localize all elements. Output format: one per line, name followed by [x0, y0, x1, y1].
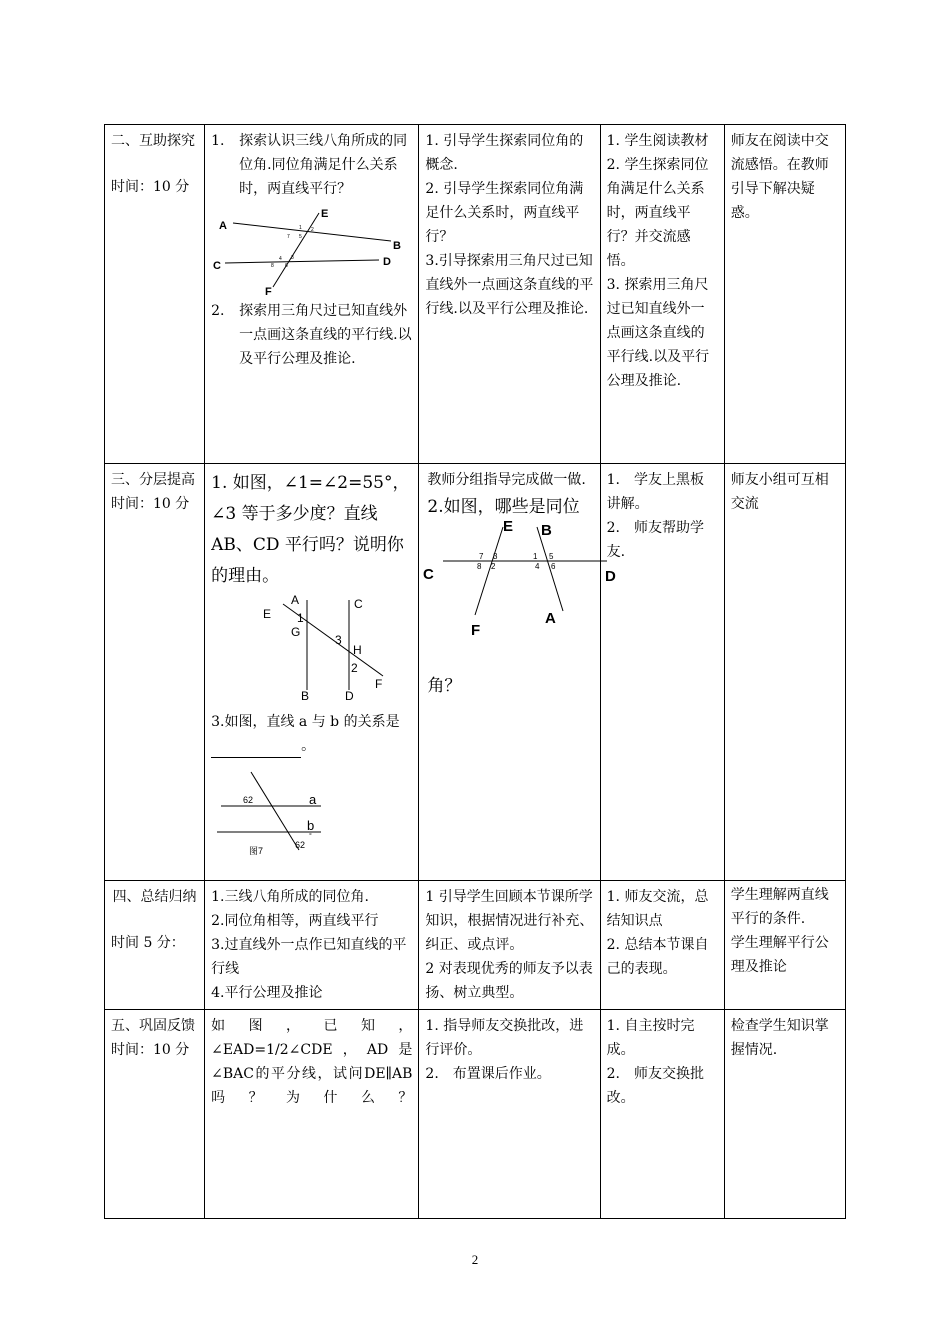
- question-2-figure: [421, 518, 621, 643]
- svg-text:A: A: [291, 593, 300, 607]
- svg-text:5: 5: [299, 234, 302, 240]
- svg-text:A: A: [545, 610, 557, 627]
- svg-text:2: 2: [491, 562, 496, 571]
- parallel-lines-figure: [211, 207, 411, 297]
- svg-text:7: 7: [287, 234, 290, 240]
- svg-text:1: 1: [297, 611, 304, 625]
- svg-text:4: 4: [535, 562, 540, 571]
- svg-text:B: B: [541, 522, 553, 539]
- svg-text:8: 8: [271, 263, 274, 269]
- question-1: 1. 如图，∠1=∠2=55°，∠3 等于多少度？直线 AB、CD 平行吗？说明你的理由。: [211, 473, 410, 586]
- stage-title: 四、总结归纳: [112, 889, 197, 905]
- svg-text:E: E: [503, 518, 514, 535]
- svg-text:3: 3: [291, 255, 294, 261]
- svg-text:8: 8: [477, 562, 482, 571]
- svg-text:C: C: [423, 566, 435, 583]
- svg-text:F: F: [471, 622, 481, 639]
- svg-text:°: °: [309, 833, 312, 840]
- svg-text:6: 6: [285, 263, 288, 269]
- stage-title: 三、分层提高: [111, 472, 195, 488]
- stage-cell: [105, 881, 205, 1010]
- svg-text:7: 7: [479, 552, 484, 561]
- teacher-cell: 教师分组指导完成做一做. 2.如图，哪些是同位 E B C D F A 7 3 8 2 1 5 4 6 角？: [419, 464, 600, 881]
- svg-text:62: 62: [295, 840, 306, 850]
- content-item: 探索用三角尺过已知直线外一点画这条直线的平行线.以及平行公理及推论.: [239, 303, 412, 367]
- svg-text:62: 62: [243, 795, 254, 805]
- table-row: [105, 125, 846, 464]
- student-cell: 1. 师友交流，总结知识点 2. 总结本节课自己的表现。: [600, 881, 724, 1010]
- svg-text:B: B: [301, 689, 310, 703]
- page-number: 2: [471, 1252, 479, 1267]
- svg-text:2: 2: [311, 227, 314, 233]
- svg-text:图7: 图7: [249, 846, 264, 856]
- svg-text:H: H: [353, 643, 362, 657]
- svg-text:1: 1: [299, 225, 302, 231]
- intent-cell: 师友在阅读中交流感悟。在教师引导下解决疑惑。: [724, 125, 845, 464]
- content-cell: 如图，已知，∠EAD=1/2∠CDE，AD是∠BAC的平分线，试问DE∥AB吗？为什么？: [205, 1010, 419, 1219]
- svg-text:1: 1: [533, 552, 538, 561]
- svg-text:C: C: [213, 260, 222, 272]
- stage-cell: [105, 464, 205, 881]
- svg-text:3: 3: [335, 633, 342, 647]
- table-row: [105, 464, 846, 881]
- stage-time: 时间 5 分：: [111, 935, 185, 951]
- intent-cell: 检查学生知识掌握情况.: [724, 1010, 845, 1219]
- intent-cell: 学生理解两直线平行的条件. 学生理解平行公理及推论: [724, 881, 845, 1010]
- answer-blank: [211, 743, 301, 758]
- svg-text:2: 2: [351, 661, 358, 675]
- question-2: 2.如图，哪些是同位: [427, 497, 580, 517]
- content-cell: 1. 如图，∠1=∠2=55°，∠3 等于多少度？直线 AB、CD 平行吗？说明你的理由。 A C E 1 G 3 H 2 F B D 3.如图，直线 a 与 b 的关系是。 62 a b ° 62 图7: [205, 464, 419, 881]
- svg-text:C: C: [354, 597, 363, 611]
- svg-text:E: E: [321, 208, 329, 220]
- svg-text:4: 4: [279, 256, 282, 262]
- svg-text:G: G: [291, 625, 301, 639]
- table-row: [105, 881, 846, 1010]
- stage-title: 五、巩固反馈: [111, 1018, 195, 1034]
- content-cell: 1. 探索认识三线八角所成的同位角.同位角满足什么关系时，两直线平行？ A B C D E F 1 2 7 5 4 3 8 6 2. 探索用三角尺过已知直线外一点画这条直线的平行线.以及平行公理及推论.: [205, 125, 419, 464]
- teacher-cell: 1. 指导师友交换批改，进行评价。 2. 布置课后作业。: [419, 1010, 600, 1219]
- table-row: [105, 1010, 846, 1219]
- student-cell: 1. 学友上黑板讲解。 2. 师友帮助学友.: [600, 464, 724, 881]
- svg-text:A: A: [219, 220, 228, 232]
- svg-text:D: D: [383, 256, 392, 268]
- svg-text:B: B: [393, 240, 402, 252]
- stage-cell: [105, 125, 205, 464]
- svg-text:F: F: [375, 677, 383, 691]
- intent-cell: 师友小组可互相交流: [724, 464, 845, 881]
- svg-text:5: 5: [549, 552, 554, 561]
- content-item: 探索认识三线八角所成的同位角.同位角满足什么关系时，两直线平行？: [239, 133, 408, 197]
- question-3-figure: [211, 766, 331, 858]
- svg-text:E: E: [263, 607, 272, 621]
- stage-time: 时间：10 分: [111, 1042, 190, 1058]
- stage-cell: [105, 1010, 205, 1219]
- lesson-plan-table: [104, 124, 846, 1219]
- question-3: 3.如图，直线 a 与 b 的关系是: [211, 714, 400, 730]
- content-cell: 1.三线八角所成的同位角. 2.同位角相等，两直线平行 3.过直线外一点作已知直线的平行线 4.平行公理及推论: [205, 881, 419, 1010]
- svg-text:D: D: [345, 689, 354, 703]
- svg-text:F: F: [265, 286, 272, 298]
- svg-text:D: D: [605, 568, 617, 585]
- svg-text:b: b: [307, 818, 315, 833]
- svg-text:3: 3: [493, 552, 498, 561]
- svg-text:6: 6: [551, 562, 556, 571]
- teacher-cell: 1 引导学生回顾本节课所学知识，根据情况进行补充、纠正、或点评。 2 对表现优秀的师友予以表扬、树立典型。: [419, 881, 600, 1010]
- question-1-figure: [211, 592, 411, 703]
- teacher-cell: 1. 引导学生探索同位角的概念. 2. 引导学生探索同位角满足什么关系时，两直线平行？ 3.引导探索用三角尺过已知直线外一点画这条直线的平行线.以及平行公理及推论.: [419, 125, 600, 464]
- stage-time: 时间：10 分: [111, 179, 190, 195]
- student-cell: 1. 学生阅读教材 2. 学生探索同位角满足什么关系时，两直线平行？并交流感悟。 3. 探索用三角尺过已知直线外一点画这条直线的平行线.以及平行公理及推论.: [600, 125, 724, 464]
- stage-title: 二、互助探究: [111, 133, 195, 149]
- svg-text:a: a: [309, 792, 317, 807]
- student-cell: 1. 自主按时完成。 2. 师友交换批改。: [600, 1010, 724, 1219]
- stage-time: 时间：10 分: [111, 496, 190, 512]
